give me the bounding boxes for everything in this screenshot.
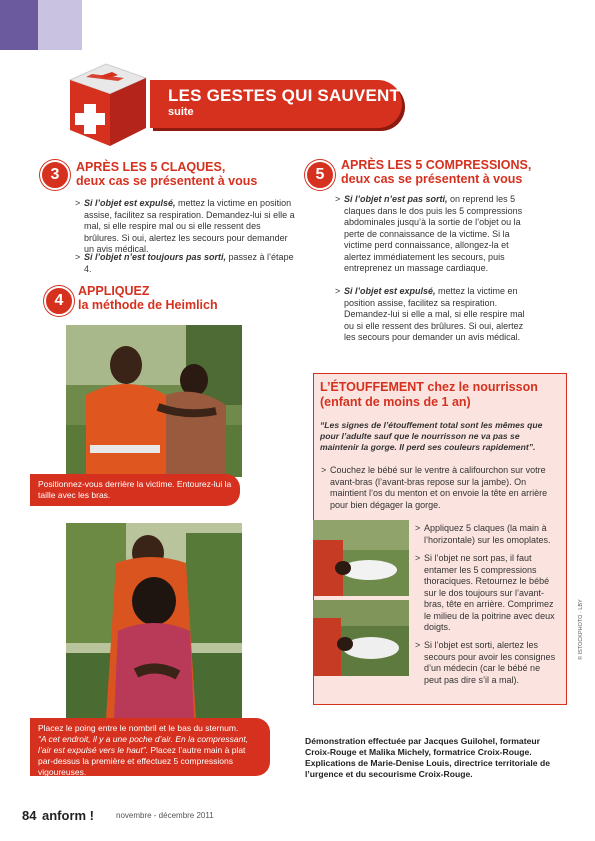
infant-photo-1 <box>313 520 409 596</box>
step-4-title-line2: la méthode de Heimlich <box>78 298 218 312</box>
caption-2-line-a: Placez le poing entre le nombril et le bas du sternum. <box>38 723 239 733</box>
caption-photo-2 <box>30 718 270 776</box>
infant-title-line2: (enfant de moins de 1 an) <box>320 395 471 409</box>
page-title: LES GESTES QUI SAUVENT <box>168 86 401 105</box>
infant-box-lead: “Les signes de l’étouffement total sont les mêmes que pour l’adulte sauf que le nourrisson ne va pas se maintenir la gorge. Il perd ses couleurs rapidement”. <box>320 420 543 452</box>
step-3-title <box>76 160 296 188</box>
magazine-brand: anform ! <box>42 808 94 823</box>
photo-copyright: © ISTOCKPHOTO · LBY <box>578 599 584 660</box>
infant-p1-text: Couchez le bébé sur le ventre à califourchon sur votre avant-bras (l’avant-bras repose sur la jambe). On maintient l’os du menton et on envoie la tête en arrière pour bien dégager la gorge. <box>330 465 548 510</box>
step-5-p1-text: on reprend les 5 claques dans le dos puis les 5 compressions abdominales jusqu’à la sortie de l’objet ou la perte de connaissance de la victime. Si la victime perd connaissance, allongez-la et alertez immédiatement les secours, puis entreprenez un massage cardiaque. <box>344 194 523 273</box>
step-4-badge: 4 <box>44 286 74 316</box>
caption-2-quote: “A cet endroit, il y a une poche d’air. En la compressant, l’air est expulsé vers le haut”. <box>38 734 249 755</box>
issue-date: novembre - décembre 2011 <box>116 811 214 820</box>
step-3-title-line2: deux cas se présentent à vous <box>76 174 258 188</box>
heimlich-photo-1 <box>66 325 242 477</box>
infant-p4-text: Si l’objet est sorti, alertez les secours pour avoir les consignes d’un médecin (car le bébé ne peut pas dire s’il a mal). <box>424 640 556 685</box>
step-5-paragraph-1: > Si l’objet n’est pas sorti, on reprend les 5 claques dans le dos puis les 5 compressions abdominales jusqu’à la sortie de l’objet ou la perte de connaissance de la victime. Si la victime perd connaissance, allongez-la et alertez immédiatement les secours, puis entreprenez un massage cardiaque. <box>335 194 523 273</box>
step-3-paragraph-1: > Si l’objet est expulsé, mettez la victime en position assise, facilitez sa respiration. Demandez-lui si elle a mal, si elle respire mal ou si elle ressent des brûlures. Si oui, alertez les secours pour demander un avis médical. <box>75 198 295 254</box>
step-5-title <box>341 158 571 186</box>
step-5-title-line2: deux cas se présentent à vous <box>341 172 523 186</box>
infant-title-line1: L’ÉTOUFFEMENT chez le nourrisson <box>320 380 538 394</box>
infant-paragraph-3: > Si l’objet ne sort pas, il faut entamer les 5 compressions thoraciques. Retournez le bébé sur le dos toujours sur l’avant-bras, tête en arrière. Comprimez le milieu de la poitrine avec deux doigts. <box>415 553 555 632</box>
step-4-title-line1: APPLIQUEZ <box>78 284 150 298</box>
caption-photo-1: Positionnez-vous derrière la victime. Entourez-lui la taille avec les bras. <box>30 474 240 506</box>
infant-paragraph-4: > Si l’objet est sorti, alertez les secours pour avoir les consignes d’un médecin (car le bébé ne peut pas dire s’il a mal). <box>415 640 556 685</box>
step-5-paragraph-2: > Si l’objet est expulsé, mettez la victime en position assise, facilitez sa respiration. Demandez-lui si elle a mal, si elle respire mal ou si elle ressent des brûlures. Si oui, alertez les secours pour demander un avis médical. <box>335 286 525 342</box>
first-aid-cube-icon <box>60 58 152 150</box>
heimlich-photo-2 <box>66 523 242 719</box>
caption-2-line-c: Placez l’autre main à plat par-dessus la première et effectuez 5 compressions vigoureuses. <box>38 745 246 777</box>
step-5-p2-text: mettez la victime en position assise, facilitez sa respiration. Demandez-lui si elle a mal, si elle respire mal ou si elle ressent des brûlures. Si oui, alertez les secours pour demander un avis médical. <box>344 286 525 342</box>
demonstration-credits: Démonstration effectuée par Jacques Guilohel, formateur Croix-Rouge et Malika Michely, formatrice Croix-Rouge. Explications de Marie-Denise Louis, directrice territoriale de l’urgence et du secourisme Croix-Rouge. <box>305 736 551 779</box>
infant-p3-text: Si l’objet ne sort pas, il faut entamer les 5 compressions thoraciques. Retournez le bébé sur le dos toujours sur l’avant-bras, tête en arrière. Comprimez le milieu de la poitrine avec deux doigts. <box>424 553 555 632</box>
infant-paragraph-1: > Couchez le bébé sur le ventre à califourchon sur votre avant-bras (l’avant-bras repose sur la jambe). On maintient l’os du menton et on envoie la tête en arrière pour bien dégager la gorge. <box>321 465 548 510</box>
infant-p2-text: Appliquez 5 claques (la main à l’horizontale) sur les omoplates. <box>424 523 551 545</box>
step-5-p1-bold: Si l’objet n’est pas sorti, <box>344 194 448 204</box>
infant-box-title <box>320 380 560 410</box>
step-4-title <box>78 284 278 312</box>
infant-paragraph-2: > Appliquez 5 claques (la main à l’horizontale) sur les omoplates. <box>415 523 551 545</box>
step-3-paragraph-2: > Si l’objet n’est toujours pas sorti, passez à l’étape 4. <box>75 252 294 274</box>
step-5-title-line1: APRÈS LES 5 COMPRESSIONS, <box>341 158 532 172</box>
step-3-p1-text: mettez la victime en position assise, facilitez sa respiration. Demandez-lui si elle a mal, si elle respire mal ou si elle ressent des brûlures. Si oui, alertez les secours pour demander un avis médical. <box>84 198 295 254</box>
step-3-p2-text: passez à l’étape 4. <box>84 252 294 274</box>
corner-block-light <box>38 0 82 50</box>
page-number: 84 <box>22 808 37 823</box>
step-5-p2-bold: Si l’objet est expulsé, <box>344 286 436 296</box>
step-3-title-line1: APRÈS LES 5 CLAQUES, <box>76 160 226 174</box>
page-subtitle: suite <box>168 106 194 118</box>
step-3-p1-bold: Si l’objet est expulsé, <box>84 198 176 208</box>
corner-block-dark <box>0 0 38 50</box>
infant-photo-2 <box>313 600 409 676</box>
step-3-p2-bold: Si l’objet n’est toujours pas sorti, <box>84 252 227 262</box>
step-3-badge: 3 <box>40 160 70 190</box>
step-5-badge: 5 <box>305 160 335 190</box>
